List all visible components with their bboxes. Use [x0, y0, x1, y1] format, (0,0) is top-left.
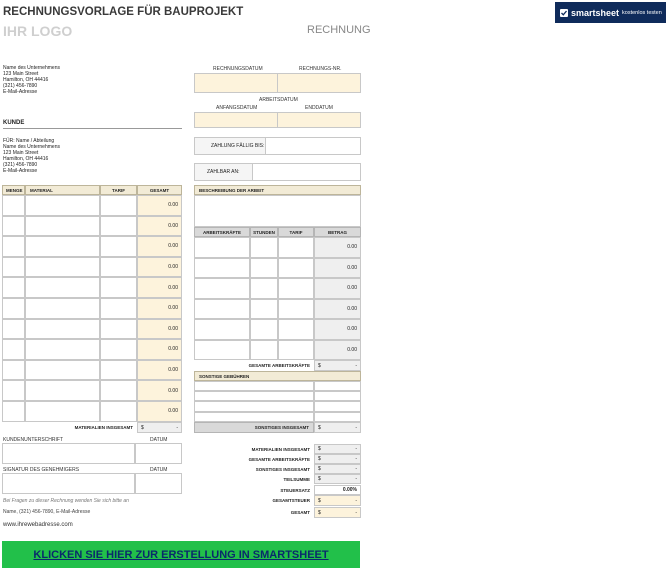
customer-for: FÜR: Name / Abteilung	[3, 138, 55, 144]
customer-heading-rule	[3, 128, 182, 129]
materials-rate-cell[interactable]	[100, 339, 137, 360]
summary-value	[314, 495, 361, 506]
labor-hours-cell[interactable]	[250, 299, 278, 320]
labor-total-amount: -	[355, 362, 357, 369]
summary-row	[230, 444, 361, 454]
materials-rate-cell[interactable]	[100, 277, 137, 298]
materials-qty-cell[interactable]	[2, 216, 25, 237]
summary-label: STEUERSATZ	[280, 487, 310, 493]
materials-rate-cell[interactable]	[100, 298, 137, 319]
summary-value	[314, 474, 361, 484]
contact-line: Name, (321) 456-7890, E-Mail-Adresse	[3, 509, 91, 515]
materials-qty-cell[interactable]	[2, 401, 25, 422]
work-description-header: BESCHREIBUNG DER ARBEIT	[194, 185, 361, 195]
materials-material-cell[interactable]	[25, 298, 100, 319]
labor-amount-cell: 0.00	[314, 258, 361, 279]
approver-signature-date-label: DATUM	[150, 467, 168, 473]
summary-row	[230, 454, 361, 464]
other-total-currency: $	[318, 424, 321, 431]
summary-amount: 0.00%	[342, 487, 357, 493]
other-charge-description-cell[interactable]	[194, 381, 314, 391]
labor-hours-cell[interactable]	[250, 319, 278, 340]
summary-currency: $	[318, 466, 321, 472]
labor-header	[194, 227, 361, 237]
labor-header-amount: BETRAG	[314, 227, 361, 237]
approver-signature-label: SIGNATUR DES GENEHMIGERS	[3, 467, 80, 473]
materials-rate-cell[interactable]	[100, 216, 137, 237]
materials-header	[2, 185, 182, 195]
materials-total-cell: 0.00	[137, 401, 182, 422]
materials-material-cell[interactable]	[25, 216, 100, 237]
labor-total-row	[194, 360, 361, 371]
labor-amount-cell: 0.00	[314, 237, 361, 258]
company-city: Hamilton, OH 44416	[3, 77, 49, 83]
end-date-field[interactable]	[277, 112, 361, 128]
page-title: RECHNUNGSVORLAGE FÜR BAUPROJEKT	[3, 6, 244, 18]
table-row	[194, 278, 361, 299]
materials-total-cell: 0.00	[137, 380, 182, 401]
customer-phone: (321) 456-7890	[3, 162, 38, 168]
summary-currency: $	[318, 456, 321, 462]
table-row	[194, 237, 361, 258]
due-date-label: ZAHLUNG FÄLLIG BIS:	[195, 138, 265, 154]
approver-signature-date-field[interactable]	[135, 473, 182, 494]
table-row	[2, 257, 182, 278]
payable-row	[194, 163, 361, 181]
labor-hours-cell[interactable]	[250, 340, 278, 361]
materials-qty-cell[interactable]	[2, 277, 25, 298]
materials-material-cell[interactable]	[25, 195, 100, 216]
table-row	[194, 299, 361, 320]
table-row	[194, 319, 361, 340]
other-total-value	[314, 422, 361, 433]
labor-rate-cell[interactable]	[278, 340, 314, 361]
materials-total-cell: 0.00	[137, 319, 182, 340]
summary-currency: $	[318, 446, 321, 452]
approver-signature-field[interactable]	[2, 473, 135, 494]
due-date-field[interactable]	[265, 138, 360, 154]
table-row	[194, 391, 361, 401]
labor-total-value	[314, 360, 361, 371]
summary-value	[314, 507, 361, 518]
customer-name: Name des Unternehmens	[3, 144, 60, 150]
materials-rate-cell[interactable]	[100, 319, 137, 340]
materials-total-cell: 0.00	[137, 339, 182, 360]
summary-value	[314, 485, 361, 495]
materials-material-cell[interactable]	[25, 360, 100, 381]
materials-total-currency: $	[141, 424, 144, 431]
questions-note: Bei Fragen zu dieser Rechnung wenden Sie sich bitte an	[3, 498, 129, 504]
other-charge-amount-cell[interactable]	[314, 381, 361, 391]
materials-rate-cell[interactable]	[100, 195, 137, 216]
summary-row	[230, 485, 361, 495]
company-name: Name des Unternehmens	[3, 65, 60, 71]
materials-qty-cell[interactable]	[2, 360, 25, 381]
work-date-label: ARBEITSDATUM	[259, 97, 298, 103]
company-email: E-Mail-Adresse	[3, 89, 38, 95]
invoice-label: RECHNUNG	[307, 24, 371, 36]
table-row	[194, 412, 361, 422]
materials-header-qty: MENGE	[2, 185, 25, 195]
start-date-label: ANFANGSDATUM	[216, 105, 258, 111]
materials-material-cell[interactable]	[25, 319, 100, 340]
customer-signature-label: KUNDENUNTERSCHRIFT	[3, 437, 63, 443]
table-row	[2, 298, 182, 319]
table-row	[194, 381, 361, 391]
materials-total-cell: 0.00	[137, 216, 182, 237]
summary-value	[314, 464, 361, 474]
materials-total-cell: 0.00	[137, 277, 182, 298]
labor-amount-cell: 0.00	[314, 319, 361, 340]
customer-heading: KUNDE	[3, 120, 25, 126]
other-charge-amount-cell[interactable]	[314, 391, 361, 401]
table-row	[2, 195, 182, 216]
labor-hours-cell[interactable]	[250, 278, 278, 299]
materials-material-cell[interactable]	[25, 380, 100, 401]
table-row	[2, 401, 182, 422]
company-info	[3, 65, 60, 95]
materials-header-total: GESAMT	[137, 185, 182, 195]
summary-amount: -	[355, 509, 357, 516]
materials-total-cell: 0.00	[137, 360, 182, 381]
summary-amount: -	[355, 446, 357, 452]
invoice-number-label: RECHNUNGS-NR.	[299, 66, 342, 72]
other-total-amount: -	[355, 424, 357, 431]
summary-label: GESAMT	[290, 510, 310, 515]
materials-qty-cell[interactable]	[2, 195, 25, 216]
smartsheet-brand-name: smartsheet	[571, 7, 620, 18]
smartsheet-check-icon	[560, 9, 568, 17]
customer-email: E-Mail-Adresse	[3, 168, 38, 174]
summary-row	[230, 474, 361, 484]
summary-label: TEILSUMME	[283, 476, 310, 482]
labor-rate-cell[interactable]	[278, 299, 314, 320]
summary-label: SONSTIGES INSGESAMT	[255, 466, 310, 472]
labor-workers-cell[interactable]	[194, 237, 250, 258]
labor-hours-cell[interactable]	[250, 258, 278, 279]
table-row	[2, 236, 182, 257]
labor-amount-cell: 0.00	[314, 278, 361, 299]
logo-placeholder: IHR LOGO	[3, 23, 73, 39]
start-date-field[interactable]	[194, 112, 278, 128]
summary-value	[314, 444, 361, 454]
summary-row	[230, 507, 361, 518]
other-total-row	[194, 422, 361, 433]
other-total-label: SONSTIGES INSGESAMT	[194, 422, 314, 433]
website[interactable]: www.ihrewebadresse.com	[3, 522, 73, 528]
materials-total-value	[137, 422, 182, 433]
summary-value	[314, 454, 361, 464]
labor-header-workers: ARBEITSKRÄFTE	[194, 227, 250, 237]
company-phone: (321) 456-7890	[3, 83, 38, 89]
payable-label: ZAHLBAR AN:	[195, 164, 252, 180]
other-charge-description-cell[interactable]	[194, 391, 314, 401]
materials-header-material: MATERIAL	[25, 185, 100, 195]
create-in-smartsheet-label: KLICKEN SIE HIER ZUR ERSTELLUNG IN SMARTSHEET	[33, 548, 329, 561]
smartsheet-cta: kostenlos testen	[622, 9, 662, 16]
labor-header-hours: STUNDEN	[250, 227, 278, 237]
materials-material-cell[interactable]	[25, 277, 100, 298]
materials-total-row	[2, 422, 182, 433]
materials-qty-cell[interactable]	[2, 339, 25, 360]
summary-amount: -	[355, 456, 357, 462]
labor-rate-cell[interactable]	[278, 278, 314, 299]
table-row	[194, 258, 361, 279]
invoice-number-field[interactable]	[277, 73, 361, 93]
summary-row	[230, 495, 361, 506]
table-row	[2, 319, 182, 340]
labor-workers-cell[interactable]	[194, 258, 250, 279]
labor-total-currency: $	[318, 362, 321, 369]
create-in-smartsheet-button[interactable]	[2, 541, 360, 568]
materials-qty-cell[interactable]	[2, 380, 25, 401]
table-row	[194, 340, 361, 361]
materials-rate-cell[interactable]	[100, 257, 137, 278]
table-row	[2, 277, 182, 298]
summary-amount: -	[355, 476, 357, 482]
payable-field[interactable]	[252, 164, 360, 180]
table-row	[2, 360, 182, 381]
other-charges-header: SONSTIGE GEBÜHREN	[194, 371, 361, 381]
materials-material-cell[interactable]	[25, 401, 100, 422]
end-date-label: ENDDATUM	[305, 105, 333, 111]
labor-workers-cell[interactable]	[194, 319, 250, 340]
other-charge-description-cell[interactable]	[194, 412, 314, 422]
labor-total-label: GESAMTE ARBEITSKRÄFTE	[248, 363, 310, 368]
table-row	[194, 401, 361, 411]
customer-street: 123 Main Street	[3, 150, 39, 156]
materials-header-rate: TARIF	[100, 185, 137, 195]
labor-amount-cell: 0.00	[314, 299, 361, 320]
other-charge-description-cell[interactable]	[194, 401, 314, 411]
summary-currency: $	[318, 476, 321, 482]
labor-rate-cell[interactable]	[278, 319, 314, 340]
materials-material-cell[interactable]	[25, 257, 100, 278]
summary-currency: $	[318, 497, 321, 504]
materials-material-cell[interactable]	[25, 236, 100, 257]
labor-amount-cell: 0.00	[314, 340, 361, 361]
summary-label: GESAMTSTEUER	[272, 498, 310, 503]
customer-info	[3, 138, 60, 174]
smartsheet-badge[interactable]	[555, 2, 666, 23]
materials-qty-cell[interactable]	[2, 236, 25, 257]
labor-header-rate: TARIF	[278, 227, 314, 237]
materials-rate-cell[interactable]	[100, 360, 137, 381]
summary-row	[230, 464, 361, 474]
invoice-date-field[interactable]	[194, 73, 278, 93]
summary-currency: $	[318, 509, 321, 516]
customer-city: Hamilton, OH 44416	[3, 156, 49, 162]
materials-material-cell[interactable]	[25, 339, 100, 360]
materials-rate-cell[interactable]	[100, 236, 137, 257]
materials-total-cell: 0.00	[137, 257, 182, 278]
summary-amount: -	[355, 466, 357, 472]
labor-workers-cell[interactable]	[194, 278, 250, 299]
summary-label: MATERIALIEN INSGESAMT	[251, 446, 310, 452]
materials-qty-cell[interactable]	[2, 298, 25, 319]
materials-total-cell: 0.00	[137, 236, 182, 257]
materials-total-label: MATERIALIEN INSGESAMT	[2, 422, 137, 433]
materials-rate-cell[interactable]	[100, 380, 137, 401]
summary-label: GESAMTE ARBEITSKRÄFTE	[248, 456, 310, 462]
labor-workers-cell[interactable]	[194, 340, 250, 361]
labor-workers-cell[interactable]	[194, 299, 250, 320]
summary-amount: -	[355, 497, 357, 504]
materials-total-cell: 0.00	[137, 298, 182, 319]
work-description-field[interactable]	[194, 195, 361, 227]
materials-qty-cell[interactable]	[2, 319, 25, 340]
table-row	[2, 380, 182, 401]
customer-signature-date-field[interactable]	[135, 443, 182, 464]
materials-rate-cell[interactable]	[100, 401, 137, 422]
due-date-row	[194, 137, 361, 155]
table-row	[2, 216, 182, 237]
labor-hours-cell[interactable]	[250, 237, 278, 258]
other-charge-amount-cell[interactable]	[314, 401, 361, 411]
customer-signature-date-label: DATUM	[150, 437, 168, 443]
other-charge-amount-cell[interactable]	[314, 412, 361, 422]
company-street: 123 Main Street	[3, 71, 39, 77]
table-row	[2, 339, 182, 360]
invoice-date-label: RECHNUNGSDATUM	[213, 66, 263, 72]
labor-rate-cell[interactable]	[278, 237, 314, 258]
materials-total-cell: 0.00	[137, 195, 182, 216]
customer-signature-field[interactable]	[2, 443, 135, 464]
materials-total-amount: -	[176, 424, 178, 431]
materials-qty-cell[interactable]	[2, 257, 25, 278]
labor-rate-cell[interactable]	[278, 258, 314, 279]
